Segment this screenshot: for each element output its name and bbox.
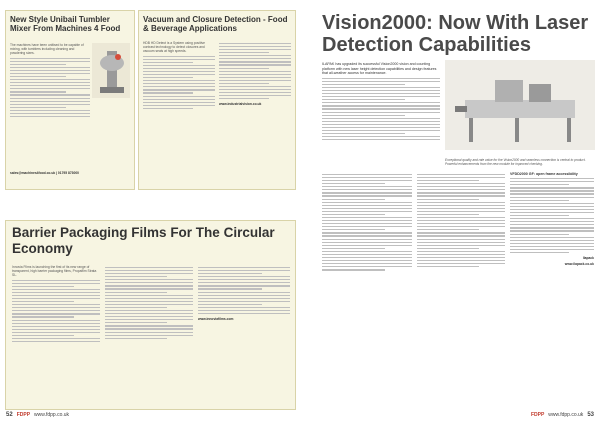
mixer-article: [5, 10, 135, 190]
vacuum-col-1: [143, 41, 215, 111]
right-col-3: [510, 172, 594, 268]
right-footer: [531, 412, 594, 418]
vacuum-article: [138, 10, 296, 190]
mixer-title: New Style Unibail Tumbler Mixer From Machines 4 Food: [10, 15, 121, 34]
vacuum-intro: HDB HD Detect is a System using positive contrast technology to detect closures and vacuum seals at high speeds.: [143, 41, 205, 54]
right-page: [300, 0, 600, 424]
left-page-number: 52: [6, 412, 13, 418]
right-page-number: 53: [587, 412, 594, 418]
left-footer: [6, 412, 69, 418]
right-col-1: [322, 172, 412, 272]
vacuum-contact: www.industrialvision.co.uk: [219, 102, 262, 107]
mixer-machine-image: [92, 43, 130, 98]
barrier-contact: www.innoviafilms.com: [198, 317, 234, 322]
right-publication: FDPP: [530, 412, 545, 418]
contact-url[interactable]: www.ilapack.co.uk: [564, 262, 594, 267]
right-col-2: [417, 172, 505, 269]
barrier-col-2: [105, 265, 193, 341]
barrier-intro: Innovia Films is launching the first of its new range of transparent, high barrier packaging films, Propafilm Strata SL.: [12, 265, 97, 278]
vacuum-col-2: [219, 41, 291, 108]
right-intro: ILAPAK has upgraded its successful Vision2000 vision and counting platform with new laser height detection capabilities and design features that all-weather access for maintenance.: [322, 62, 437, 76]
contact-name: Ilapack: [582, 256, 594, 261]
right-footer-url[interactable]: www.fdpp.co.uk: [548, 412, 584, 418]
image-caption: Exceptional quality and rate value for the Vision2000 and seamless connection is central to product. Powerful enhancements from the new module for improved checking.: [445, 158, 586, 166]
left-publication: FDPP: [16, 412, 31, 418]
barrier-article: [5, 220, 296, 410]
right-intro-column: [322, 62, 440, 142]
right-subhead: VFDD2000 GF: open frame accessibility: [510, 172, 578, 176]
left-footer-url[interactable]: www.fdpp.co.uk: [34, 412, 70, 418]
main-title: Vision2000: Now With Laser Detection Capabilities: [322, 12, 589, 56]
vacuum-title: Vacuum and Closure Detection - Food & Beverage Applications: [143, 15, 288, 34]
mixer-contact: sales@machines4food.co.uk | 01795 873000: [10, 171, 80, 175]
mixer-body: [10, 43, 90, 119]
barrier-col-1: [12, 265, 100, 344]
barrier-title: Barrier Packaging Films For The Circular Economy: [12, 225, 275, 256]
mixer-intro: The machines have been unitised to be capable of mixing, with tumblers including cleaning and powdering sizes.: [10, 43, 84, 56]
barrier-col-3: [198, 265, 290, 323]
vision2000-machine-image: [445, 60, 595, 150]
